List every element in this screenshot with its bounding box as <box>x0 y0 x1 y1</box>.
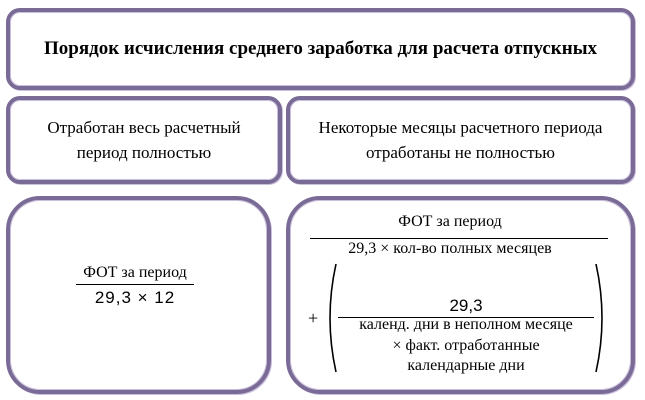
formula-numerator: ФОТ за период <box>83 264 187 281</box>
inner-denominator-line-3: календарные дни <box>407 357 525 374</box>
diagram-title: Порядок исчисления среднего заработка для расчета отпускных <box>43 38 598 59</box>
plus-sign: + <box>308 308 319 328</box>
partial-period-box <box>286 96 635 184</box>
inner-denominator-line-2: × факт. отработанные <box>392 337 540 354</box>
partial-formula-fraction-bar <box>310 238 608 239</box>
full-period-label: Отработан весь расчетный период полностью <box>47 118 241 162</box>
partial-period-label: Некоторые месяцы расчетного периода отработаны не полностью <box>318 118 603 162</box>
title-box <box>6 8 635 90</box>
inner-numerator: 29,3 <box>449 296 483 315</box>
partial-formula-numerator: ФОТ за период <box>398 213 502 230</box>
full-period-formula <box>76 264 194 308</box>
fraction-bar <box>76 284 194 285</box>
full-period-box <box>6 96 282 184</box>
partial-formula-denominator: 29,3 × кол-во полных месяцев <box>348 240 552 257</box>
inner-denominator-line-1: календ. дни в неполном месяце <box>359 316 573 333</box>
formula-denominator: 29,3 × 12 <box>94 288 176 307</box>
